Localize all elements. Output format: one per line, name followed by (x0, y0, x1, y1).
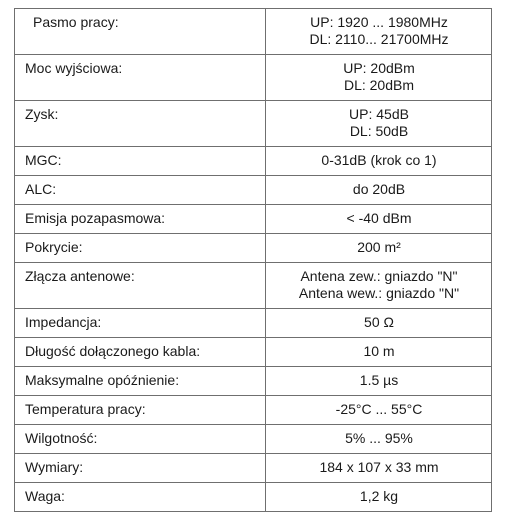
specifications-table (14, 8, 492, 512)
spec-label: Wilgotność: (15, 425, 266, 454)
spec-value-line: Antena zew.: gniazdo "N" (300, 268, 458, 284)
spec-value: 1.5 µs (266, 367, 492, 396)
spec-value: 184 x 107 x 33 mm (266, 454, 492, 483)
spec-row-humidity (15, 425, 492, 454)
spec-row-alc (15, 176, 492, 205)
spec-value: 10 m (266, 338, 492, 367)
spec-row-mgc (15, 147, 492, 176)
spec-value: -25°C ... 55°C (266, 396, 492, 425)
spec-label: Długość dołączonego kabla: (15, 338, 266, 367)
spec-value-line: Antena wew.: gniazdo "N" (298, 285, 460, 301)
spec-row-impedance (15, 309, 492, 338)
spec-label: Zysk: (15, 101, 266, 147)
spec-value-line: UP: 1920 ... 1980MHz (310, 14, 448, 30)
spec-label: Emisja pozapasmowa: (15, 205, 266, 234)
spec-row-output-power (15, 55, 492, 101)
spec-label: MGC: (15, 147, 266, 176)
spec-value: < -40 dBm (266, 205, 492, 234)
spec-label: Maksymalne opóźnienie: (15, 367, 266, 396)
spec-row-cable-length (15, 338, 492, 367)
spec-row-gain (15, 101, 492, 147)
spec-row-dimensions (15, 454, 492, 483)
spec-value: do 20dB (266, 176, 492, 205)
spec-value: 5% ... 95% (266, 425, 492, 454)
spec-row-frequency-band (15, 9, 492, 55)
spec-value (266, 101, 492, 147)
spec-value: 200 m² (266, 234, 492, 263)
spec-row-max-delay (15, 367, 492, 396)
spec-value (266, 9, 492, 55)
spec-value: 50 Ω (266, 309, 492, 338)
spec-row-weight (15, 483, 492, 512)
spec-value: 1,2 kg (266, 483, 492, 512)
spec-label: Temperatura pracy: (15, 396, 266, 425)
spec-label: Wymiary: (15, 454, 266, 483)
spec-value-line: DL: 50dB (349, 123, 409, 139)
spec-value-line: DL: 2110... 21700MHz (309, 31, 449, 47)
spec-label: Złącza antenowe: (15, 263, 266, 309)
spec-label: Pokrycie: (15, 234, 266, 263)
spec-row-spurious-emission (15, 205, 492, 234)
spec-value: 0-31dB (krok co 1) (266, 147, 492, 176)
spec-label: Waga: (15, 483, 266, 512)
spec-value-line: UP: 20dBm (343, 60, 415, 76)
spec-label: Impedancja: (15, 309, 266, 338)
spec-value-line: UP: 45dB (349, 106, 409, 122)
spec-row-coverage (15, 234, 492, 263)
spec-value-line: DL: 20dBm (343, 77, 415, 93)
spec-row-operating-temperature (15, 396, 492, 425)
spec-label: Pasmo pracy: (15, 9, 266, 55)
spec-row-antenna-connectors (15, 263, 492, 309)
spec-value (266, 263, 492, 309)
spec-value (266, 55, 492, 101)
spec-label: Moc wyjściowa: (15, 55, 266, 101)
spec-label: ALC: (15, 176, 266, 205)
